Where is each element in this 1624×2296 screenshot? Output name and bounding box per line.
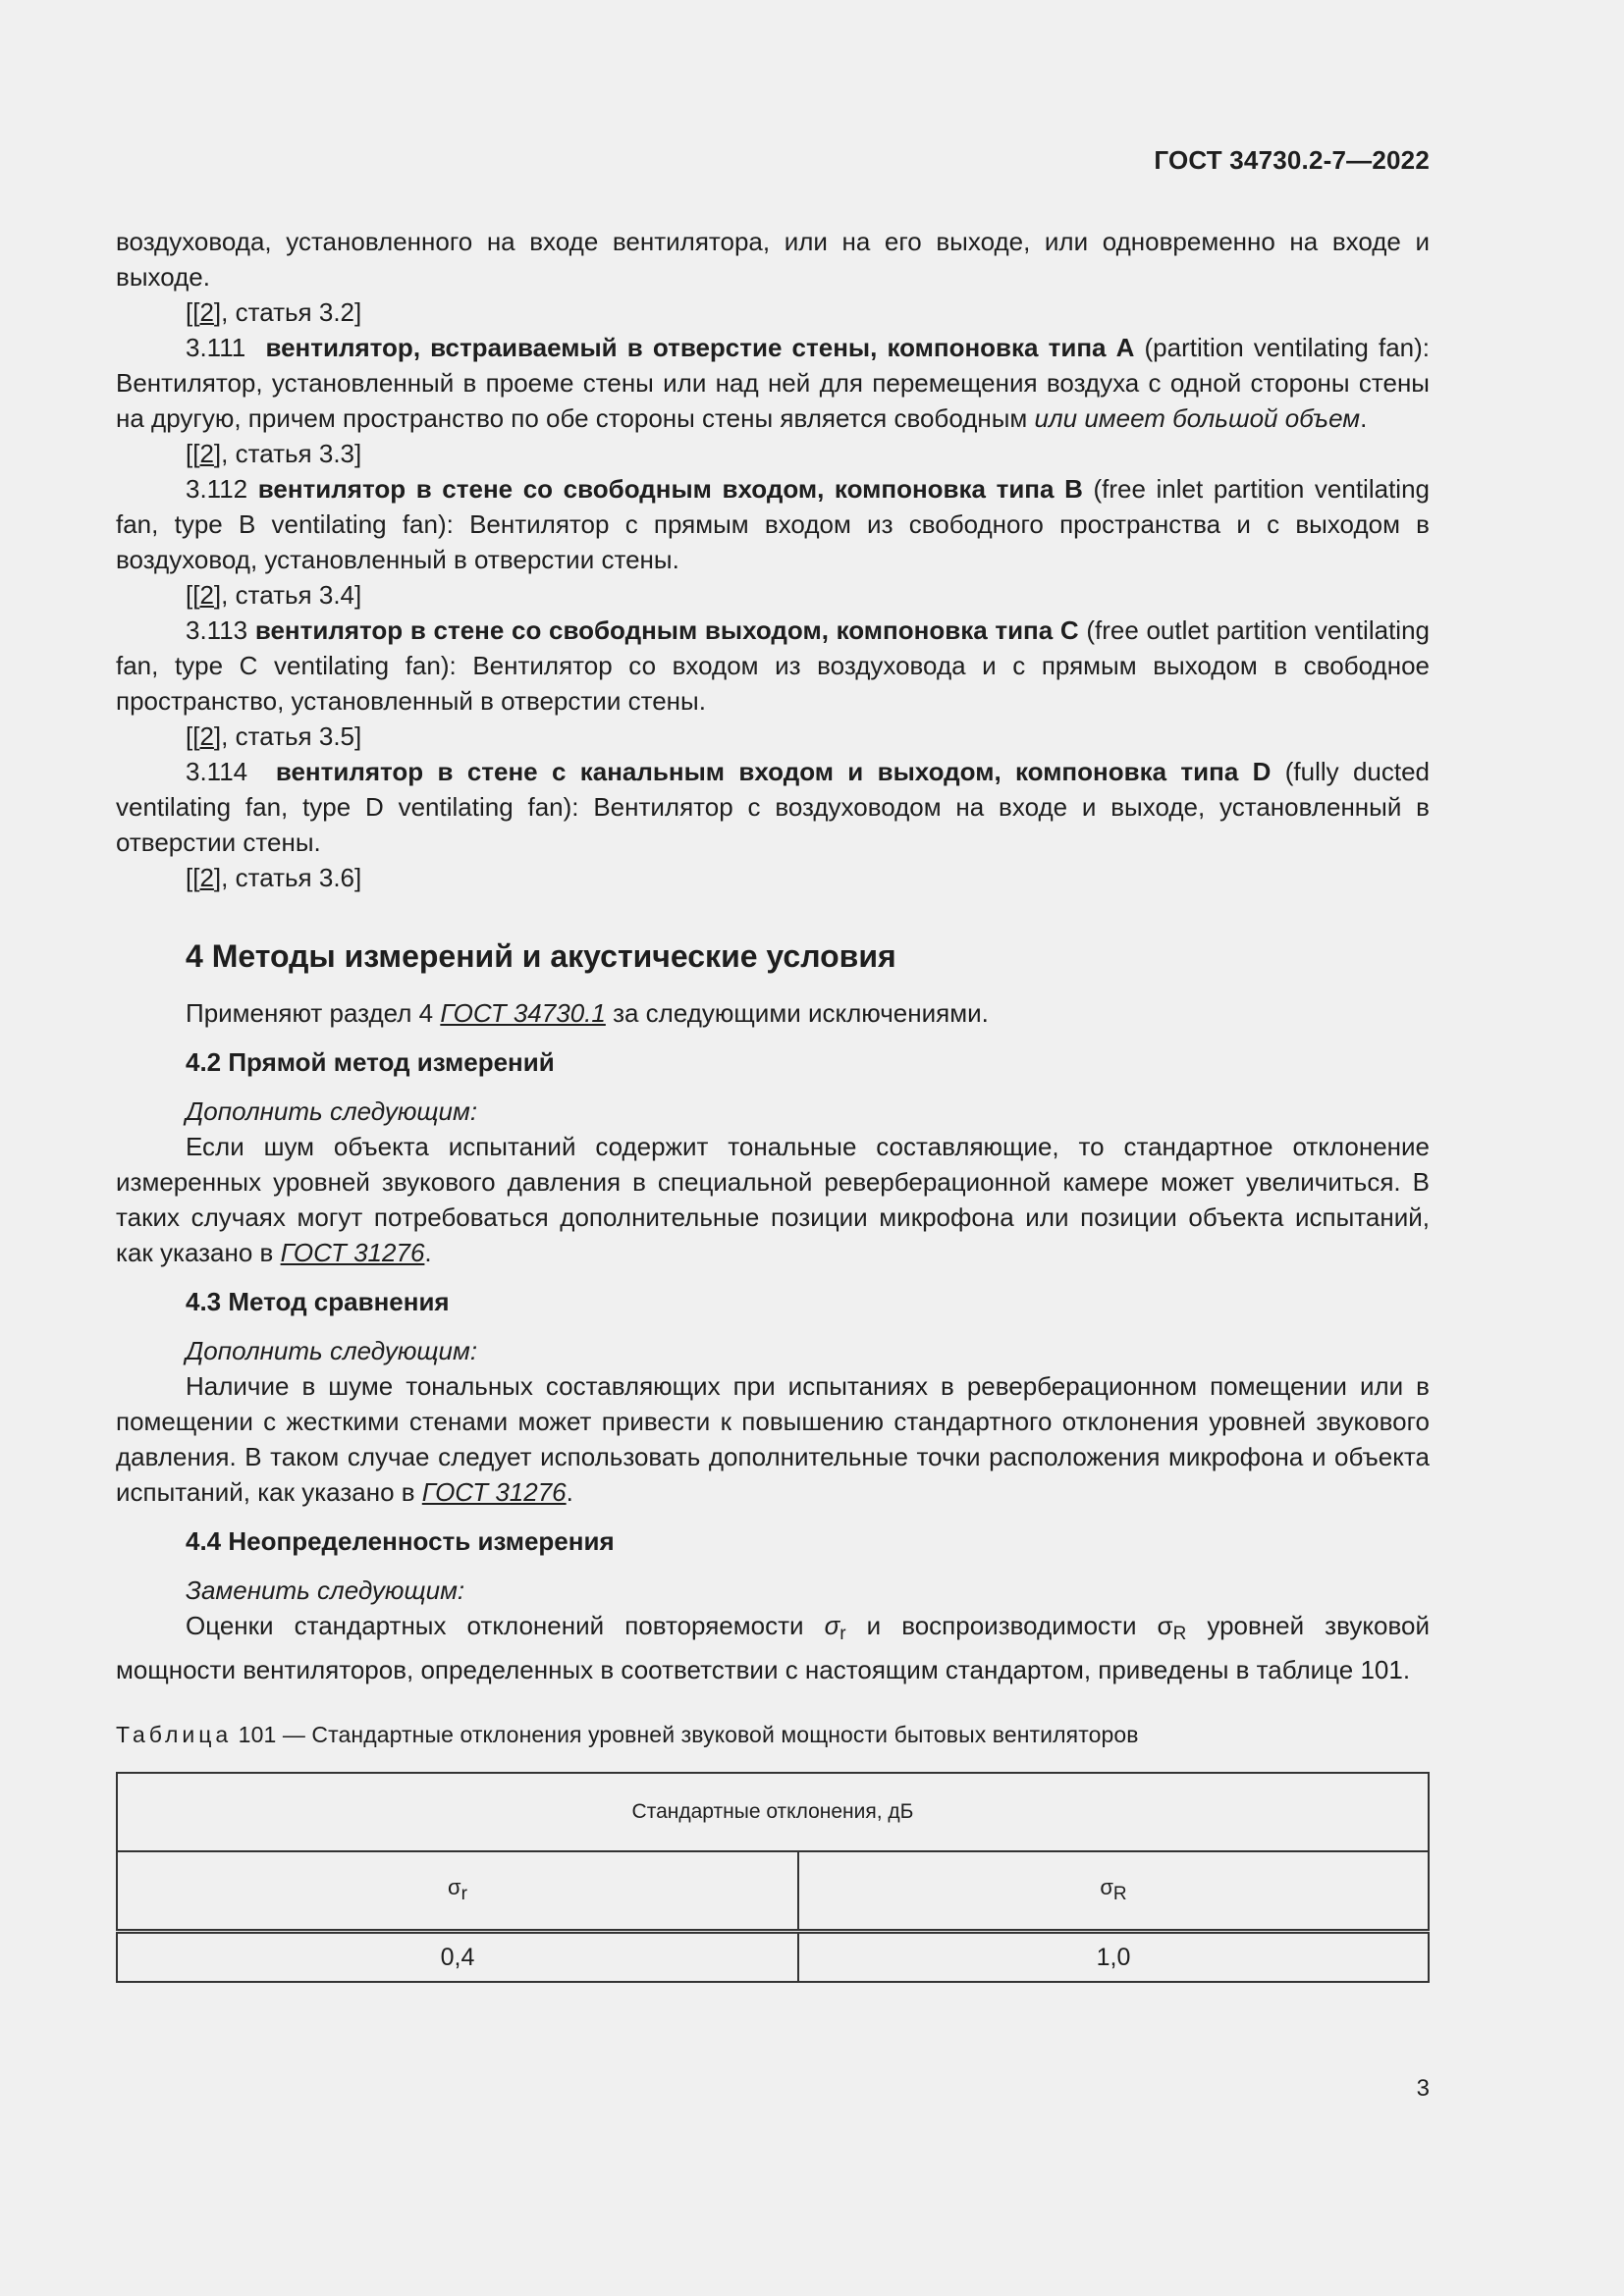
std-deviation-table [116, 1772, 1430, 1983]
citation-link[interactable]: 2 [199, 297, 214, 327]
table-cell: 1,0 [798, 1932, 1429, 1983]
citation-link[interactable]: 2 [199, 721, 214, 751]
citation-link[interactable]: 2 [199, 439, 214, 468]
gost-link[interactable]: ГОСТ 31276 [280, 1238, 425, 1267]
amendment-lead: Заменить следующим: [186, 1575, 465, 1605]
gost-link[interactable]: ГОСТ 34730.1 [440, 998, 606, 1028]
term-name: вентилятор, встраиваемый в отверстие стены, компоновка типа А [265, 333, 1135, 362]
citation: [[2], статья 3.4] [186, 580, 362, 610]
section-title-4: 4 Методы измерений и акустические условия [186, 938, 896, 974]
term-name: вентилятор в стене со свободным входом, компоновка типа В [257, 474, 1083, 504]
amendment-lead: Дополнить следующим: [186, 1336, 478, 1365]
term-name: вентилятор в стене со свободным выходом, компоновка типа С [254, 615, 1079, 645]
citation: [[2], статья 3.6] [186, 863, 362, 892]
gost-link[interactable]: ГОСТ 31276 [421, 1477, 567, 1507]
document-body [116, 224, 1430, 1983]
section-title-4-3: 4.3 Метод сравнения [186, 1287, 450, 1316]
section-title-4-4: 4.4 Неопределенность измерения [186, 1526, 615, 1556]
sigma-symbol: σ [1157, 1611, 1173, 1640]
section-title-4-2: 4.2 Прямой метод измерений [186, 1047, 555, 1077]
standard-code: ГОСТ 34730.2-7—2022 [1154, 145, 1430, 175]
term-3-114: 3.114 вентилятор в стене с канальным входом и выходом, компоновка типа D (fully ducted ventilating fan, type D ventilating fan): Вентилятор с воздуховодом на входе и выходе, установленный в отверстии стены. [116, 757, 1431, 857]
term-3-113: 3.113 вентилятор в стене со свободным выходом, компоновка типа С (free outlet partition ventilating fan, type C ventilating fan): Вентилятор со входом из воздуховода и с прямым выходом в свободное пространство, установленный в отверстии стены. [116, 615, 1430, 716]
section-intro: Применяют раздел 4 ГОСТ 34730.1 за следующими исключениями. [186, 998, 989, 1028]
paragraph: Оценки стандартных отклонений повторяемости $\sigma_r$ и воспроизводимости $\sigma_R$ уровней звуковой мощности вентиляторов, определенных в соответствии с настоящим стандартом, приведены в таблице 101. [116, 1611, 1430, 1684]
paragraph: воздуховода, установленного на входе вентилятора, или на его выходе, или одновременно на входе и выходе. [116, 227, 1430, 292]
amendment-lead: Дополнить следующим: [186, 1096, 478, 1126]
term-3-111: 3.111 вентилятор, встраиваемый в отверстие стены, компоновка типа А (partition ventilating fan): Вентилятор, установленный в проеме стены или над ней для перемещения воздуха с одной стороны стены на другую, причем пространство по обе стороны стены является свободным или имеет большой объем. [116, 333, 1430, 433]
paragraph: Наличие в шуме тональных составляющих при испытаниях в реверберационном помещении или в помещении с жесткими стенами может привести к повышению стандартного отклонения уровней звукового давления. В таком случае следует использовать дополнительные точки расположения микрофона и объекта испытаний, как указано в ГОСТ 31276. [116, 1371, 1430, 1507]
paragraph: Если шум объекта испытаний содержит тональные составляющие, то стандартное отклонение измеренных уровней звукового давления в специальной реверберационной камере может увеличиться. В таких случаях могут потребоваться дополнительные позиции микрофона или позиции объекта испытаний, как указано в ГОСТ 31276. [116, 1132, 1430, 1267]
table-caption: Таблица 101 — Стандартные отклонения уровней звуковой мощности бытовых вентиляторов [116, 1722, 1139, 1747]
table-cell: 0,4 [117, 1932, 798, 1983]
table-header: Стандартные отклонения, дБ [117, 1773, 1429, 1851]
term-3-112: 3.112 вентилятор в стене со свободным входом, компоновка типа В (free inlet partition ventilating fan, type B ventilating fan): Вентилятор с прямым входом из свободного пространства и с выходом в воздуховод, установленный в отверстии стены. [116, 474, 1430, 574]
citation: [[2], статья 3.3] [186, 439, 362, 468]
citation: [[2], статья 3.5] [186, 721, 362, 751]
sigma-symbol: σ [824, 1611, 840, 1640]
column-header-sigma-r: σr [117, 1851, 798, 1932]
page-number: 3 [1416, 2075, 1430, 2102]
citation-link[interactable]: 2 [199, 863, 214, 892]
term-name: вентилятор в стене с канальным входом и выходом, компоновка типа D [275, 757, 1272, 786]
column-header-sigma-R: σR [798, 1851, 1429, 1932]
citation: [[2], статья 3.2] [186, 297, 362, 327]
citation-link[interactable]: 2 [199, 580, 214, 610]
